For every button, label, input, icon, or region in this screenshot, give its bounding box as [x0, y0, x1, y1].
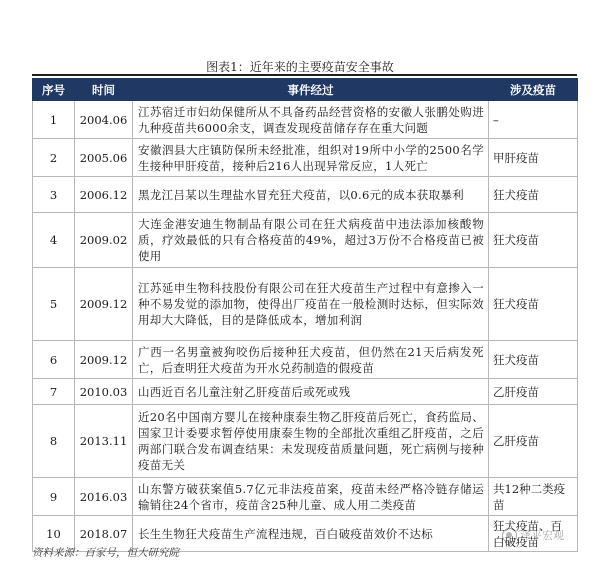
table-header-row	[33, 79, 578, 101]
cell-vaccine: 狂犬疫苗、百白破疫苗	[489, 516, 578, 552]
cell-time: 2004.06	[75, 101, 133, 139]
header-no: 序号	[33, 79, 75, 101]
cell-time: 2013.11	[75, 405, 133, 478]
cell-no: 1	[33, 101, 75, 139]
table-row	[33, 478, 578, 516]
cell-vaccine: –	[489, 101, 578, 139]
cell-no: 9	[33, 478, 75, 516]
cell-vaccine: 乙肝疫苗	[489, 379, 578, 405]
cell-no: 2	[33, 139, 75, 177]
table-caption: 图表1：近年来的主要疫苗安全事故	[206, 60, 394, 74]
cell-event: 江苏延申生物科技股份有限公司在狂犬疫苗生产过程中有意掺入一种不易发觉的添加物，使得出厂疫苗在一般检测时达标，但实际效用却大大降低，目的是降低成本，增加利润	[133, 268, 489, 341]
cell-vaccine: 乙肝疫苗	[489, 405, 578, 478]
table-row	[33, 213, 578, 268]
table-row	[33, 101, 578, 139]
cell-event: 长生生物狂犬疫苗生产流程违规，百白破疫苗效价不达标	[133, 516, 489, 552]
cell-time: 2010.03	[75, 379, 133, 405]
cell-event: 山西近百名儿童注射乙肝疫苗后或死或残	[133, 379, 489, 405]
cell-no: 7	[33, 379, 75, 405]
table-row	[33, 268, 578, 341]
table-row	[33, 177, 578, 213]
watermark-text: 泽平宏观	[520, 529, 564, 542]
cell-no: 8	[33, 405, 75, 478]
cell-event: 近20名中国南方婴儿在接种康泰生物乙肝疫苗后死亡，食药监局、国家卫计委要求暂停使用康泰生物的全部批次重组乙肝疫苗，之后两部门联合发布调查结果：未发现疫苗质量问题，死亡病例与接种疫苗无关	[133, 405, 489, 478]
cell-no: 6	[33, 341, 75, 379]
cell-event: 黑龙江吕某以生理盐水冒充狂犬疫苗，以0.6元的成本获取暴利	[133, 177, 489, 213]
header-time: 时间	[75, 79, 133, 101]
table-row	[33, 139, 578, 177]
cell-event: 广西一名男童被狗咬伤后接种狂犬疫苗，但仍然在21天后病发死亡，后查明狂犬疫苗为开水兑药制造的假疫苗	[133, 341, 489, 379]
cell-no: 3	[33, 177, 75, 213]
cell-time: 2009.02	[75, 213, 133, 268]
vaccine-incidents-table	[32, 78, 578, 552]
header-event: 事件经过	[133, 79, 489, 101]
source-note: 资料来源：百家号，恒大研究院	[32, 547, 179, 559]
cell-time: 2016.03	[75, 478, 133, 516]
cell-no: 10	[33, 516, 75, 552]
cell-vaccine: 甲肝疫苗	[489, 139, 578, 177]
cell-event: 山东警方破获案值5.7亿元非法疫苗案，疫苗未经严格冷链存储运输销往24个省市，疫苗含25种儿童、成人用二类疫苗	[133, 478, 489, 516]
cell-time: 2009.12	[75, 341, 133, 379]
header-vaccine: 涉及疫苗	[489, 79, 578, 101]
watermark	[502, 527, 564, 543]
cell-vaccine: 狂犬疫苗	[489, 213, 578, 268]
wechat-logo-icon	[502, 528, 517, 543]
cell-event: 江苏宿迁市妇幼保健所从不具备药品经营资格的安徽人张鹏处购进九种疫苗共6000余支，调查发现疫苗储存存在重大问题	[133, 101, 489, 139]
cell-time: 2018.07	[75, 516, 133, 552]
cell-time: 2009.12	[75, 268, 133, 341]
cell-no: 4	[33, 213, 75, 268]
cell-time: 2006.12	[75, 177, 133, 213]
cell-no: 5	[33, 268, 75, 341]
cell-event: 安徽泗县大庄镇防保所未经批准，组织对19所中小学的2500名学生接种甲肝疫苗，接种后216人出现异常反应，1人死亡	[133, 139, 489, 177]
cell-vaccine: 狂犬疫苗	[489, 341, 578, 379]
cell-time: 2005.06	[75, 139, 133, 177]
table-row	[33, 341, 578, 379]
table-row	[33, 405, 578, 478]
cell-vaccine: 共12种二类疫苗	[489, 478, 578, 516]
cell-vaccine: 狂犬疫苗	[489, 268, 578, 341]
cell-event: 大连金港安迪生物制品有限公司在狂犬病疫苗中违法添加核酸物质，疗效最低的只有合格疫苗的49%，超过3万份不合格疫苗已被使用	[133, 213, 489, 268]
cell-vaccine: 狂犬疫苗	[489, 177, 578, 213]
table-row	[33, 379, 578, 405]
top-rule	[32, 74, 577, 76]
